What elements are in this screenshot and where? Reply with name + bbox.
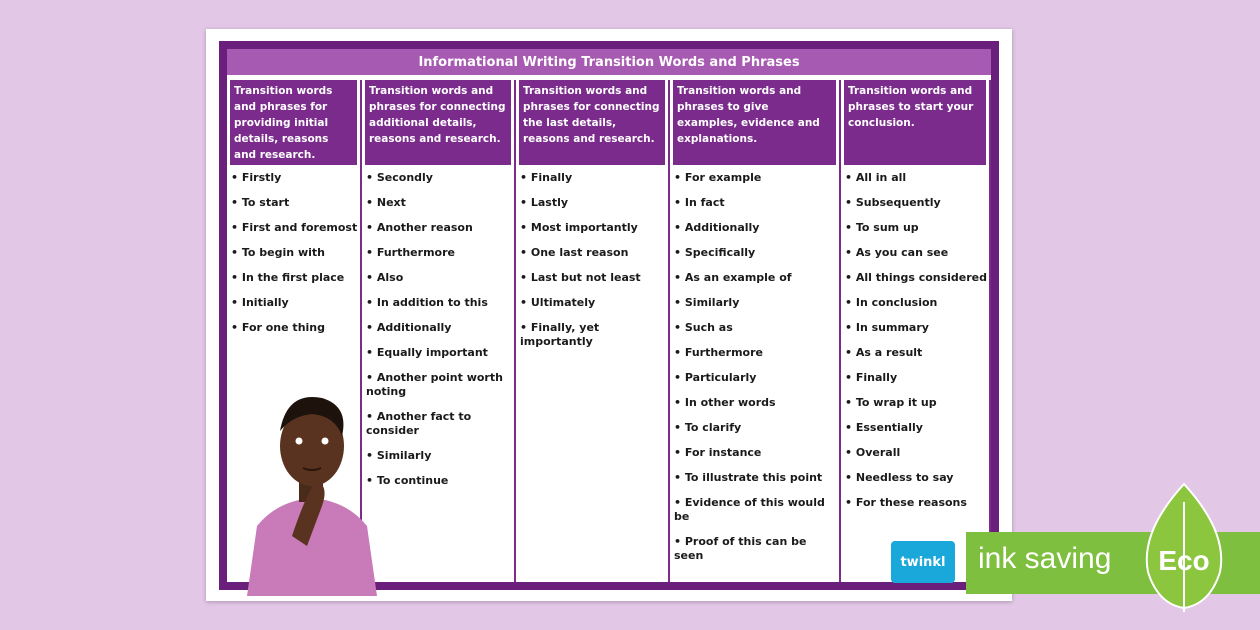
column-header: Transition words and phrases for providing initial details, reasons and research. — [230, 80, 357, 165]
twinkl-logo: twinkl — [891, 541, 955, 583]
column-header: Transition words and phrases to give examples, evidence and explanations. — [673, 80, 836, 165]
list-item: • Equally important — [366, 346, 514, 360]
list-item: • Subsequently — [845, 196, 989, 210]
list-item: • Similarly — [674, 296, 839, 310]
list-item: • Overall — [845, 446, 989, 460]
list-item: • In conclusion — [845, 296, 989, 310]
ink-saving-text: ink saving — [978, 542, 1112, 575]
list-item: • Finally, yet importantly — [520, 321, 668, 349]
list-item: • Specifically — [674, 246, 839, 260]
list-item: • Lastly — [520, 196, 668, 210]
list-item: • Finally — [845, 371, 989, 385]
column-last — [516, 80, 670, 582]
list-item: • Another reason — [366, 221, 514, 235]
list-item: • To start — [231, 196, 360, 210]
column-list — [516, 165, 668, 349]
list-item: • Proof of this can be seen — [674, 535, 839, 563]
eye — [322, 438, 329, 445]
list-item: • Ultimately — [520, 296, 668, 310]
column-header: Transition words and phrases for connecting the last details, reasons and research. — [519, 80, 665, 165]
list-item: • To begin with — [231, 246, 360, 260]
list-item: • As you can see — [845, 246, 989, 260]
list-item: • In other words — [674, 396, 839, 410]
list-item: • For instance — [674, 446, 839, 460]
poster-inner — [227, 49, 991, 582]
list-item: • All in all — [845, 171, 989, 185]
list-item: • For one thing — [231, 321, 360, 335]
column-header: Transition words and phrases to start your conclusion. — [844, 80, 986, 165]
eco-label: Eco — [1158, 545, 1210, 576]
list-item: • Initially — [231, 296, 360, 310]
list-item: • Next — [366, 196, 514, 210]
list-item: • Evidence of this would be — [674, 496, 839, 524]
list-item: • Furthermore — [366, 246, 514, 260]
list-item: • Most importantly — [520, 221, 668, 235]
column-examples — [670, 80, 841, 582]
list-item: • Essentially — [845, 421, 989, 435]
list-item: • First and foremost — [231, 221, 360, 235]
column-conclusion — [841, 80, 991, 582]
eco-leaf-icon — [1138, 482, 1230, 614]
column-list — [227, 165, 360, 335]
list-item: • Firstly — [231, 171, 360, 185]
list-item: • To wrap it up — [845, 396, 989, 410]
list-item: • To continue — [366, 474, 514, 488]
list-item: • Secondly — [366, 171, 514, 185]
list-item: • As an example of — [674, 271, 839, 285]
list-item: • All things considered — [845, 271, 989, 285]
list-item: • Such as — [674, 321, 839, 335]
poster — [206, 29, 1012, 601]
list-item: • Additionally — [674, 221, 839, 235]
list-item: • One last reason — [520, 246, 668, 260]
thinking-student-illustration — [237, 386, 387, 596]
list-item: • In summary — [845, 321, 989, 335]
list-item: • Last but not least — [520, 271, 668, 285]
eye — [296, 438, 303, 445]
column-list — [841, 165, 989, 510]
list-item: • Another point worth noting — [366, 371, 514, 399]
list-item: • As a result — [845, 346, 989, 360]
list-item: • Also — [366, 271, 514, 285]
list-item: • To sum up — [845, 221, 989, 235]
list-item: • Particularly — [674, 371, 839, 385]
list-item: • Furthermore — [674, 346, 839, 360]
list-item: • For these reasons — [845, 496, 989, 510]
poster-frame — [219, 41, 999, 590]
list-item: • In the first place — [231, 271, 360, 285]
column-header: Transition words and phrases for connecting additional details, reasons and research. — [365, 80, 511, 165]
list-item: • Additionally — [366, 321, 514, 335]
list-item: • To illustrate this point — [674, 471, 839, 485]
list-item: • To clarify — [674, 421, 839, 435]
poster-title: Informational Writing Transition Words and Phrases — [227, 49, 991, 75]
list-item: • Similarly — [366, 449, 514, 463]
list-item: • Finally — [520, 171, 668, 185]
list-item: • Another fact to consider — [366, 410, 514, 438]
list-item: • Needless to say — [845, 471, 989, 485]
list-item: • In addition to this — [366, 296, 514, 310]
list-item: • For example — [674, 171, 839, 185]
list-item: • In fact — [674, 196, 839, 210]
column-list — [670, 165, 839, 563]
